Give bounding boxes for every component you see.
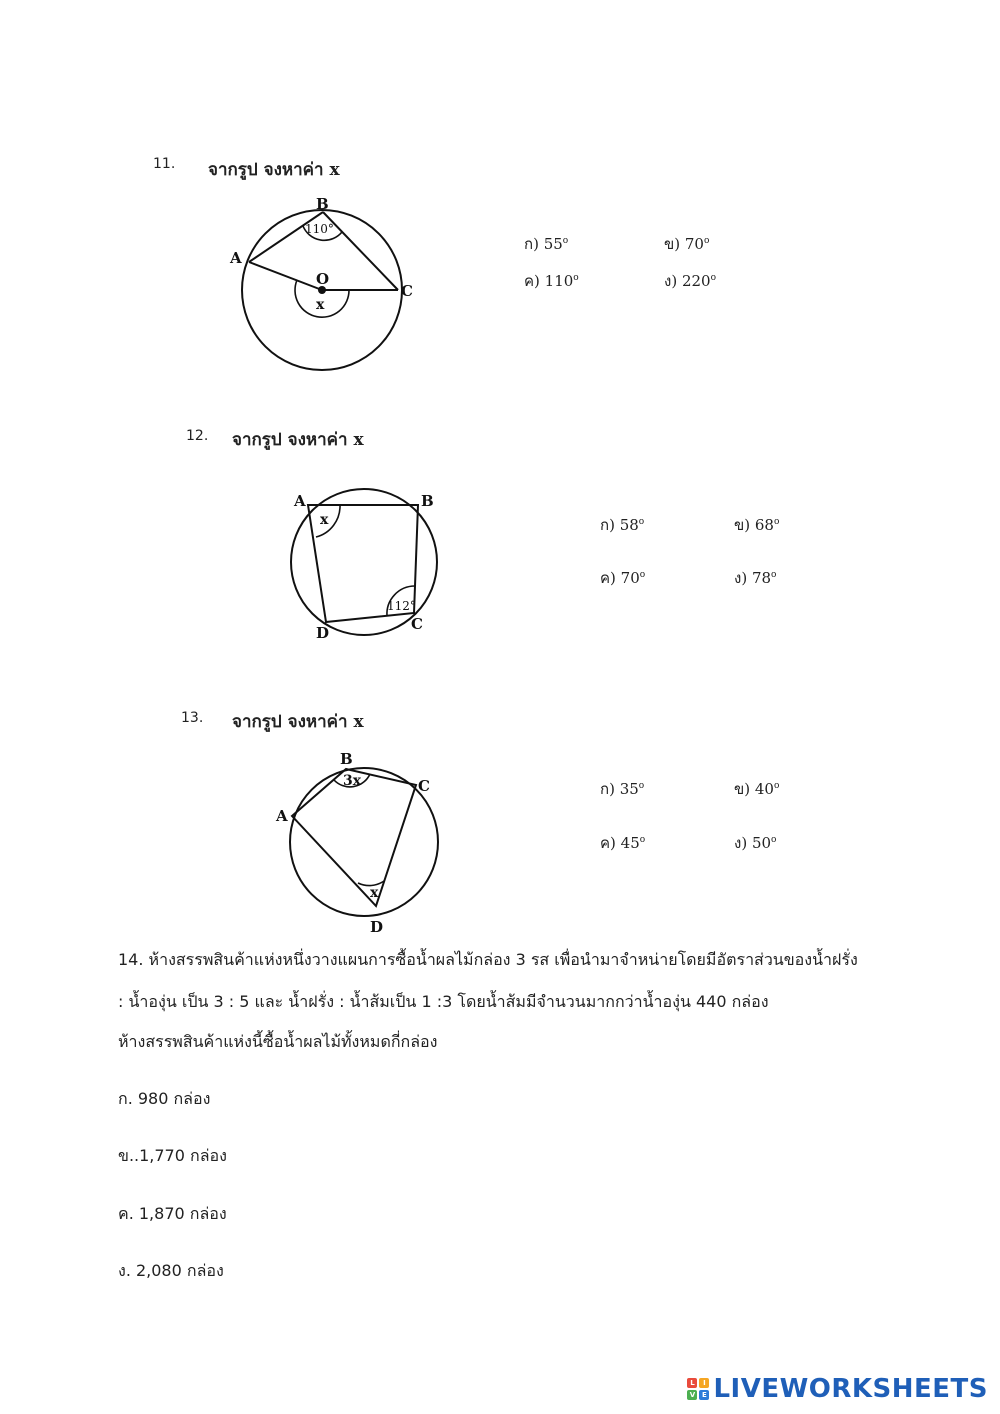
question-12-figure (280, 485, 450, 650)
liveworksheets-logo (687, 1374, 988, 1404)
q12-option-a[interactable]: ก) 58$^o$ (600, 516, 645, 534)
label-3x: 3x (343, 773, 362, 789)
label-c: C (411, 615, 423, 633)
logo-tiles (687, 1378, 709, 1400)
label-b: B (316, 195, 329, 213)
q11-option-c[interactable]: ค) 110$^o$ (524, 272, 579, 290)
logo-tile: E (699, 1390, 709, 1400)
question-13-title: จากรูป จงหาค่า x (232, 712, 364, 732)
question-11-figure (220, 190, 430, 375)
label-x: x (316, 297, 325, 313)
q11-option-b[interactable]: ข) 70$^o$ (664, 235, 710, 253)
label-x: x (320, 512, 329, 528)
chord-bc (323, 212, 398, 290)
label-angle-110: 110° (305, 222, 334, 236)
label-d: D (370, 918, 384, 936)
q11-option-a[interactable]: ก) 55$^o$ (524, 235, 569, 253)
logo-tile: V (687, 1390, 697, 1400)
radius-oa (249, 262, 322, 290)
question-11-title: จากรูป จงหาค่า x (208, 160, 340, 180)
question-12-number: 12. (186, 428, 209, 444)
q13-option-a[interactable]: ก) 35$^o$ (600, 780, 645, 798)
question-13-number: 13. (181, 710, 204, 726)
label-a: A (276, 807, 288, 825)
question-14-line-2: : น้ำองุ่น เป็น 3 : 5 และ น้ำฝรั่ง : น้ำส้มเป็น 1 :3 โดยน้ำส้มมีจำนวนมากกว่าน้ำองุ่น 440 กล่อง (118, 992, 769, 1011)
q14-answer-b[interactable]: ข..1,770 กล่อง (118, 1146, 227, 1165)
logo-tile: I (699, 1378, 709, 1388)
question-11-number: 11. (153, 156, 176, 172)
question-12-title: จากรูป จงหาค่า x (232, 430, 364, 450)
q12-option-c[interactable]: ค) 70$^o$ (600, 569, 646, 587)
label-b: B (421, 492, 434, 510)
q11-option-d[interactable]: ง) 220$^o$ (664, 272, 716, 290)
q14-answer-d[interactable]: ง. 2,080 กล่อง (118, 1261, 224, 1280)
label-a: A (294, 492, 306, 510)
q13-option-d[interactable]: ง) 50$^o$ (734, 834, 777, 852)
q14-answer-a[interactable]: ก. 980 กล่อง (118, 1089, 211, 1108)
question-14-line-3: ห้างสรรพสินค้าแห่งนี้ซื้อน้ำผลไม้ทั้งหมดกี่กล่อง (118, 1032, 438, 1051)
question-13-figure (270, 750, 450, 940)
question-14-line-1: 14. ห้างสรรพสินค้าแห่งหนึ่งวางแผนการซื้อน้ำผลไม้กล่อง 3 รส เพื่อนำมาจำหน่ายโดยมีอัตราส่วนของน้ำฝรั่ง (118, 950, 858, 969)
q13-option-c[interactable]: ค) 45$^o$ (600, 834, 646, 852)
q12-option-d[interactable]: ง) 78$^o$ (734, 569, 777, 587)
q13-option-b[interactable]: ข) 40$^o$ (734, 780, 780, 798)
label-angle-112: 112° (387, 599, 416, 613)
label-c: C (401, 282, 413, 300)
q12-option-b[interactable]: ข) 68$^o$ (734, 516, 780, 534)
label-c: C (418, 777, 430, 795)
label-b: B (340, 750, 353, 768)
label-a: A (230, 249, 242, 267)
q14-answer-c[interactable]: ค. 1,870 กล่อง (118, 1204, 227, 1223)
brand-name: LIVEWORKSHEETS (713, 1374, 988, 1404)
logo-tile: L (687, 1378, 697, 1388)
label-d: D (316, 624, 330, 642)
label-o: O (316, 270, 330, 288)
label-x: x (370, 885, 379, 901)
